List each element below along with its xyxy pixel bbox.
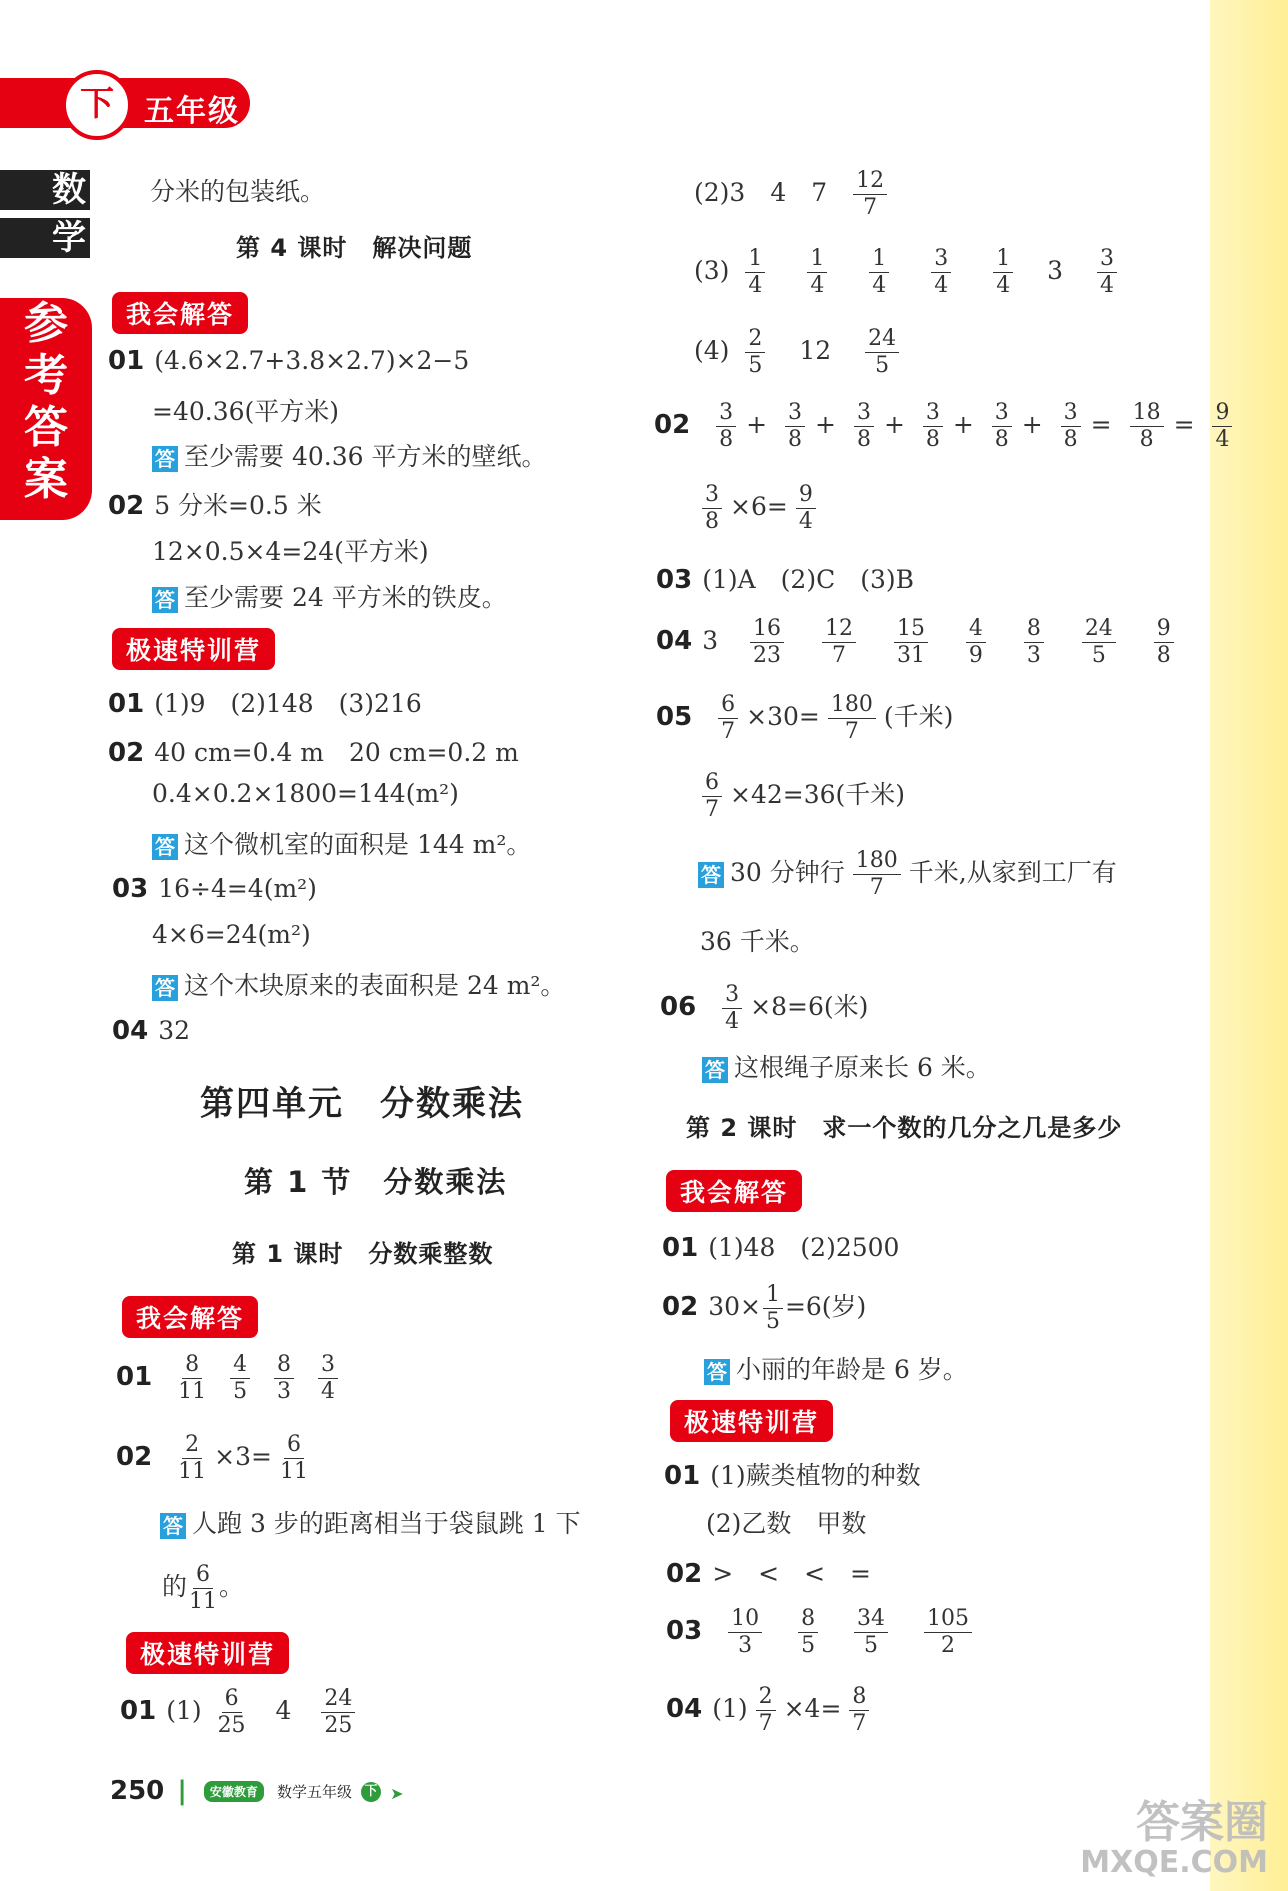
answer-mark-icon: 答: [152, 587, 178, 613]
question-02: 02 5 分米=0.5 米: [108, 491, 322, 521]
question-03: 03 $\frac{10}{3}$ $\frac{8}{5}$ $\frac{34}{5}$ $\frac{105}{2}$: [666, 1606, 980, 1659]
section-badge: 我会解答: [112, 292, 248, 334]
answer-line: 0.4×0.2×1800=144(m²): [152, 779, 459, 808]
answer-line-4: (4) $\frac{2}{5}$ 12 $\frac{24}{5}$: [694, 326, 907, 379]
answer-sentence: 答 至少需要 24 平方米的铁皮。: [152, 578, 507, 614]
section-badge: 极速特训营: [670, 1400, 833, 1442]
answer-mark-icon: 答: [152, 446, 178, 472]
question-03: 03 16÷4=4(m²): [112, 874, 317, 904]
fraction: $\frac{1}{4}$: [869, 246, 889, 299]
question-01: 01 (1)蕨类植物的种数: [664, 1461, 921, 1491]
question-02: 02 > < < =: [666, 1559, 871, 1589]
answer-sentence: 答 这个木块原来的表面积是 24 m²。: [152, 966, 565, 1002]
answer-sentence: 答 人跑 3 步的距离相当于袋鼠跳 1 下: [160, 1504, 581, 1540]
fraction: $\frac{1}{4}$: [807, 246, 827, 299]
answer-line: $\frac{6}{7}$ ×42=36(千米): [694, 770, 905, 823]
side-subject: 数 学: [0, 170, 92, 260]
answer-sentence: 答 至少需要 40.36 平方米的壁纸。: [152, 437, 546, 473]
answer-line: =40.36(平方米): [152, 397, 340, 426]
fraction: $\frac{2}{5}$: [745, 326, 765, 379]
page-footer: 250 | 安徽教育 数学五年级 下 ➤: [110, 1776, 404, 1806]
answer-mark-icon: 答: [152, 834, 178, 860]
question-02: 02 30× $\frac{1}{5}$ =6(岁): [662, 1282, 867, 1334]
question-01: 01 (1) $\frac{6}{25}$ 4 $\frac{24}{25}$: [120, 1686, 363, 1739]
continued-line: 分米的包装纸。: [150, 177, 326, 206]
question-03: 03 (1)A (2)C (3)B: [656, 565, 914, 595]
unit-title: 第四单元 分数乘法: [200, 1084, 524, 1124]
fraction: $\frac{24}{25}$: [321, 1686, 355, 1739]
answer-mark-icon: 答: [704, 1359, 730, 1385]
lesson-title: 第 1 课时 分数乘整数: [232, 1240, 494, 1268]
fraction: $\frac{12}{7}$: [853, 168, 887, 221]
brand-tag: 安徽教育: [204, 1781, 264, 1802]
question-01: 01 $\frac{8}{11}$ $\frac{4}{5}$ $\frac{8}{3}$ $\frac{3}{4}$: [116, 1352, 346, 1405]
question-02: 02 $\frac{2}{11}$ ×3= $\frac{6}{11}$: [116, 1432, 308, 1484]
question-06: 06 $\frac{3}{4}$ ×8=6(米): [660, 982, 869, 1034]
fraction: $\frac{6}{11}$: [189, 1562, 218, 1614]
question-04: 04 32: [112, 1016, 190, 1046]
question-05: 05 $\frac{6}{7}$ ×30= $\frac{180}{7}$ (千米): [656, 692, 954, 744]
question-04: 04 (1) $\frac{2}{7}$ ×4= $\frac{8}{7}$: [666, 1684, 877, 1737]
lesson-title: 第 2 课时 求一个数的几分之几是多少: [686, 1114, 1123, 1142]
section-title: 第 1 节 分数乘法: [244, 1165, 508, 1199]
answer-mark-icon: 答: [702, 1057, 728, 1083]
question-01: 01 (4.6×2.7+3.8×2.7)×2−5: [108, 346, 470, 376]
term-circle: 下: [62, 70, 132, 140]
answer-mark-icon: 答: [160, 1513, 186, 1539]
fraction: $\frac{3}{4}$: [931, 246, 951, 299]
fraction: $\frac{8}{11}$: [178, 1352, 207, 1404]
section-badge: 我会解答: [122, 1296, 258, 1338]
answer-sentence: 答 这根绳子原来长 6 米。: [702, 1048, 991, 1084]
question-02: 02 $\frac{3}{8}$ + $\frac{3}{8}$ + $\frac{3}{8}$ + $\frac{3}{8}$ + $\frac{3}{8}$ + $\frac{3}{8}$ = $\frac{18}{8}$ = $\frac{9}{4}$: [654, 400, 1240, 453]
term-badge: 下: [361, 1782, 381, 1802]
fraction: $\frac{1}{4}$: [745, 246, 765, 299]
answer-line: $\frac{3}{8}$ ×6= $\frac{9}{4}$: [694, 482, 824, 535]
side-answer-label: 参 考 答 案: [0, 298, 92, 520]
answer-sentence-cont: 的 $\frac{6}{11}$ 。: [162, 1562, 245, 1614]
answer-mark-icon: 答: [152, 975, 178, 1001]
fraction: $\frac{6}{25}$: [217, 1686, 246, 1738]
fraction: $\frac{6}{11}$: [279, 1432, 308, 1484]
grade-label: 五年级: [144, 94, 240, 129]
arrow-icon: ➤: [390, 1784, 404, 1803]
answer-sentence-cont: 36 千米。: [700, 927, 815, 956]
section-badge: 极速特训营: [126, 1632, 289, 1674]
fraction: $\frac{3}{4}$: [1097, 246, 1117, 299]
answer-line: 4×6=24(m²): [152, 920, 311, 949]
grade-tab: [0, 70, 260, 136]
fraction: $\frac{3}{4}$: [318, 1352, 338, 1405]
answer-sentence: 答 这个微机室的面积是 144 m²。: [152, 825, 531, 861]
answer-mark-icon: 答: [698, 862, 724, 888]
question-02: 02 40 cm=0.4 m 20 cm=0.2 m: [108, 738, 519, 768]
answer-line-2: (2)3 4 7 $\frac{12}{7}$: [694, 168, 895, 221]
answer-sentence: 答 小丽的年龄是 6 岁。: [704, 1350, 968, 1386]
answer-line-3: (3) $\frac{1}{4}$ $\frac{1}{4}$ $\frac{1}{4}$ $\frac{3}{4}$ $\frac{1}{4}$ 3 $\frac{3}{4}$: [694, 246, 1125, 299]
fraction: $\frac{8}{3}$: [274, 1352, 294, 1405]
answer-line: (2)乙数 甲数: [706, 1509, 867, 1538]
page-edge-strip: [1210, 0, 1288, 1891]
question-04: 04 3 $\frac{16}{23}$ $\frac{12}{7}$ $\frac{15}{31}$ $\frac{4}{9}$ $\frac{8}{3}$ $\frac{24}{5}$ $\frac{9}{8}$: [656, 616, 1182, 669]
answer-line: 12×0.5×4=24(平方米): [152, 537, 429, 566]
question-01: 01 (1)9 (2)148 (3)216: [108, 689, 422, 719]
section-badge: 我会解答: [666, 1170, 802, 1212]
fraction: $\frac{1}{4}$: [993, 246, 1013, 299]
lesson-title: 第 4 课时 解决问题: [236, 234, 473, 262]
fraction: $\frac{2}{11}$: [178, 1432, 207, 1484]
section-badge: 极速特训营: [112, 628, 275, 670]
fraction: $\frac{24}{5}$: [865, 326, 899, 379]
book-subject: 数学五年级: [276, 1783, 352, 1801]
page-number: 250: [110, 1776, 165, 1806]
answer-sentence: 答 30 分钟行 $\frac{180}{7}$ 千米,从家到工厂有: [698, 848, 1117, 901]
fraction: $\frac{4}{5}$: [230, 1352, 250, 1405]
question-01: 01 (1)48 (2)2500: [662, 1233, 900, 1263]
watermark: 答案圈 MXQE.COM: [1080, 1797, 1268, 1880]
